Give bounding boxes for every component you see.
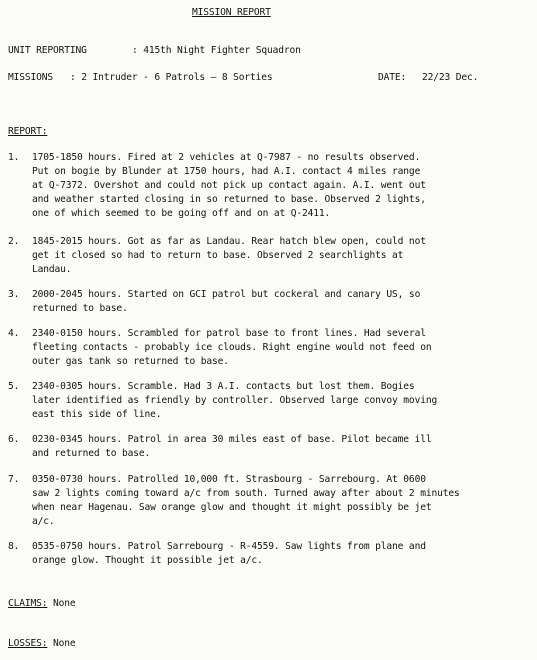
report-item-text: 0230-0345 hours. Patrol in area 30 miles east of base. Pilot became ill and returned to base. <box>32 434 432 460</box>
report-item-text: 1705-1850 hours. Fired at 2 vehicles at Q-7987 - no results observed. Put on bogie by Blunder at 1750 hours, had A.I. contact 4 miles range at Q-7372. Overshot and could not pick up contact again. A.I. went out and weather started closing in so returned to base. Observed 2 lights, one of which seemed to be going off and on at Q-2411. <box>32 152 426 220</box>
claims-line <box>8 597 76 611</box>
report-item-number: 8. <box>8 541 20 552</box>
report-item-text: 0535-0750 hours. Patrol Sarrebourg - R-4559. Saw lights from plane and orange glow. Thought it possible jet a/c. <box>32 541 426 567</box>
report-item <box>8 151 534 221</box>
losses-value: None <box>53 638 76 649</box>
report-item <box>8 288 534 316</box>
report-item-text: 2340-0305 hours. Scramble. Had 3 A.I. contacts but lost them. Bogies later identified as friendly by controller. Observed large convoy moving east this side of line. <box>32 381 438 421</box>
report-item-number: 5. <box>8 381 20 392</box>
date-value: 22/23 Dec. <box>422 72 479 83</box>
report-item-number: 3. <box>8 289 20 300</box>
report-item-number: 1. <box>8 152 20 163</box>
report-item-number: 6. <box>8 434 20 445</box>
report-item-number: 7. <box>8 474 20 485</box>
losses-label: LOSSES: <box>8 638 48 649</box>
report-label: REPORT: <box>8 126 48 137</box>
report-item-text: 1845-2015 hours. Got as far as Landau. Rear hatch blew open, could not get it closed so had to return to base. Observed 2 searchlights at Landau. <box>32 236 426 276</box>
missions-value: : 2 Intruder - 6 Patrols — 8 Sorties <box>70 72 273 83</box>
report-item <box>8 473 534 529</box>
report-item <box>8 327 534 369</box>
unit-reporting-value: : 415th Night Fighter Squadron <box>132 45 301 56</box>
claims-value: None <box>53 598 76 609</box>
page-title: MISSION REPORT <box>192 7 271 18</box>
unit-reporting-label: UNIT REPORTING <box>8 45 87 56</box>
report-item <box>8 235 534 277</box>
report-item-text: 2340-0150 hours. Scrambled for patrol base to front lines. Had several fleeting contacts - probably ice clouds. Right engine would not feed on outer gas tank so returned to base. <box>32 328 432 368</box>
report-item <box>8 380 534 422</box>
losses-line <box>8 637 76 651</box>
report-item <box>8 540 534 568</box>
missions-label: MISSIONS <box>8 72 54 83</box>
claims-label: CLAIMS: <box>8 598 48 609</box>
report-item-text: 2000-2045 hours. Started on GCI patrol but cockeral and canary US, so returned to base. <box>32 289 421 315</box>
date-label: DATE: <box>378 72 407 83</box>
report-item <box>8 433 534 461</box>
report-item-number: 2. <box>8 236 20 247</box>
report-item-text: 0350-0730 hours. Patrolled 10,000 ft. Strasbourg - Sarrebourg. At 0600 saw 2 lights coming toward a/c from south. Turned away after about 2 minutes when near Hagenau. Saw orange glow and thought it might possibly be jet a/c. <box>32 474 460 528</box>
report-item-number: 4. <box>8 328 20 339</box>
